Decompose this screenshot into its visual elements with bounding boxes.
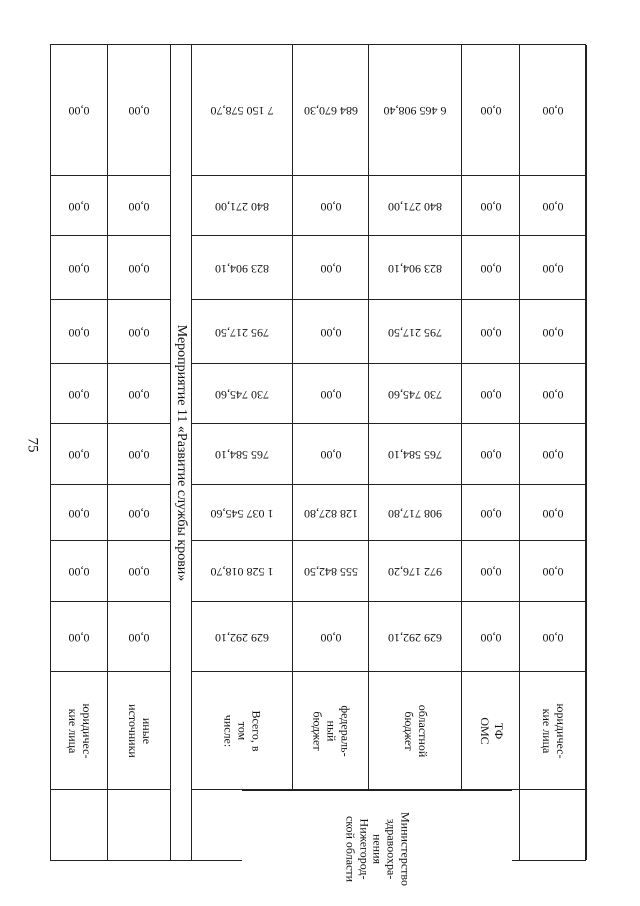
value-cell: 765 584,10 — [369, 424, 461, 485]
row-label: ТФ ОМС — [462, 672, 519, 790]
value-cell: 908 717,80 — [369, 485, 461, 541]
table-column-legal-entities-1 — [51, 45, 108, 860]
budget-table — [50, 44, 586, 886]
value-cell: 0,00 — [108, 485, 170, 541]
ministry-cell — [242, 790, 512, 906]
value-cell: 823 904,10 — [192, 236, 292, 300]
value-cell: 0,00 — [293, 424, 368, 485]
value-cell: 0,00 — [462, 300, 519, 364]
value-cell: 972 176,20 — [369, 541, 461, 602]
value-cell: 0,00 — [293, 236, 368, 300]
table-column-legal-entities-2 — [520, 45, 587, 860]
table-column-other-sources — [108, 45, 171, 860]
value-cell: 0,00 — [462, 541, 519, 602]
value-cell: 128 827,80 — [293, 485, 368, 541]
value-cell: 0,00 — [520, 424, 586, 485]
value-cell: 0,00 — [108, 602, 170, 672]
table-column-total — [192, 45, 293, 860]
value-cell: 0,00 — [520, 45, 586, 176]
row-label: областной бюджет — [369, 672, 461, 790]
value-cell: 730 745,60 — [192, 364, 292, 424]
value-cell: 1 037 545,60 — [192, 485, 292, 541]
value-cell: 0,00 — [520, 602, 586, 672]
value-cell: 0,00 — [520, 236, 586, 300]
value-cell: 840 271,00 — [192, 176, 292, 236]
value-cell: 0,00 — [108, 300, 170, 364]
value-cell: 765 584,10 — [192, 424, 292, 485]
table-column-tf-oms — [462, 45, 520, 860]
page-number: 75 — [24, 437, 41, 453]
value-cell: 0,00 — [51, 485, 107, 541]
row-label: юридичес- кие лица — [520, 672, 586, 790]
value-cell: 0,00 — [462, 45, 519, 176]
value-cell: 0,00 — [108, 236, 170, 300]
value-cell: 7 150 578,70 — [192, 45, 292, 176]
value-cell: 0,00 — [293, 602, 368, 672]
value-cell: 0,00 — [462, 485, 519, 541]
value-cell: 0,00 — [520, 364, 586, 424]
row-label: иные источники — [108, 672, 170, 790]
value-cell: 1 528 018,70 — [192, 541, 292, 602]
value-cell: 0,00 — [51, 541, 107, 602]
value-cell: 0,00 — [51, 300, 107, 364]
value-cell: 0,00 — [108, 541, 170, 602]
value-cell: 0,00 — [108, 45, 170, 176]
value-cell: 0,00 — [293, 364, 368, 424]
value-cell: 0,00 — [520, 541, 586, 602]
value-cell: 684 670,30 — [293, 45, 368, 176]
row-label: Всего, в том числе: — [192, 672, 292, 790]
value-cell: 823 904,10 — [369, 236, 461, 300]
value-cell: 0,00 — [520, 485, 586, 541]
value-cell: 0,00 — [51, 236, 107, 300]
value-cell: 555 842,50 — [293, 541, 368, 602]
value-cell: 0,00 — [520, 176, 586, 236]
value-cell: 0,00 — [462, 176, 519, 236]
value-cell: 730 745,60 — [369, 364, 461, 424]
value-cell: 0,00 — [51, 176, 107, 236]
ministry-name: Министерство здравоохра- нения Нижегород- ской области — [343, 811, 413, 886]
value-cell: 840 271,00 — [369, 176, 461, 236]
empty-cell — [108, 790, 170, 862]
value-cell: 0,00 — [51, 602, 107, 672]
value-cell: 6 465 908,40 — [369, 45, 461, 176]
value-cell: 0,00 — [51, 424, 107, 485]
value-cell: 0,00 — [462, 602, 519, 672]
value-cell: 0,00 — [51, 364, 107, 424]
value-cell: 629 292,10 — [369, 602, 461, 672]
value-cell: 0,00 — [293, 176, 368, 236]
empty-cell — [51, 790, 107, 862]
section-title: Мероприятие 11 «Развитие службы крови» — [174, 324, 190, 581]
table-column-regional-budget — [369, 45, 462, 860]
table-column-federal-budget — [293, 45, 369, 860]
value-cell: 0,00 — [462, 364, 519, 424]
row-label: федераль- ный бюджет — [293, 672, 368, 790]
row-label: юридичес- кие лица — [51, 672, 107, 790]
value-cell: 795 217,50 — [192, 300, 292, 364]
value-cell: 0,00 — [293, 300, 368, 364]
section-title-column — [171, 45, 192, 860]
value-cell: 0,00 — [108, 176, 170, 236]
value-cell: 795 217,50 — [369, 300, 461, 364]
value-cell: 0,00 — [51, 45, 107, 176]
value-cell: 0,00 — [108, 364, 170, 424]
value-cell: 0,00 — [462, 424, 519, 485]
value-cell: 0,00 — [520, 300, 586, 364]
value-cell: 629 292,10 — [192, 602, 292, 672]
value-cell: 0,00 — [108, 424, 170, 485]
value-cell: 0,00 — [462, 236, 519, 300]
